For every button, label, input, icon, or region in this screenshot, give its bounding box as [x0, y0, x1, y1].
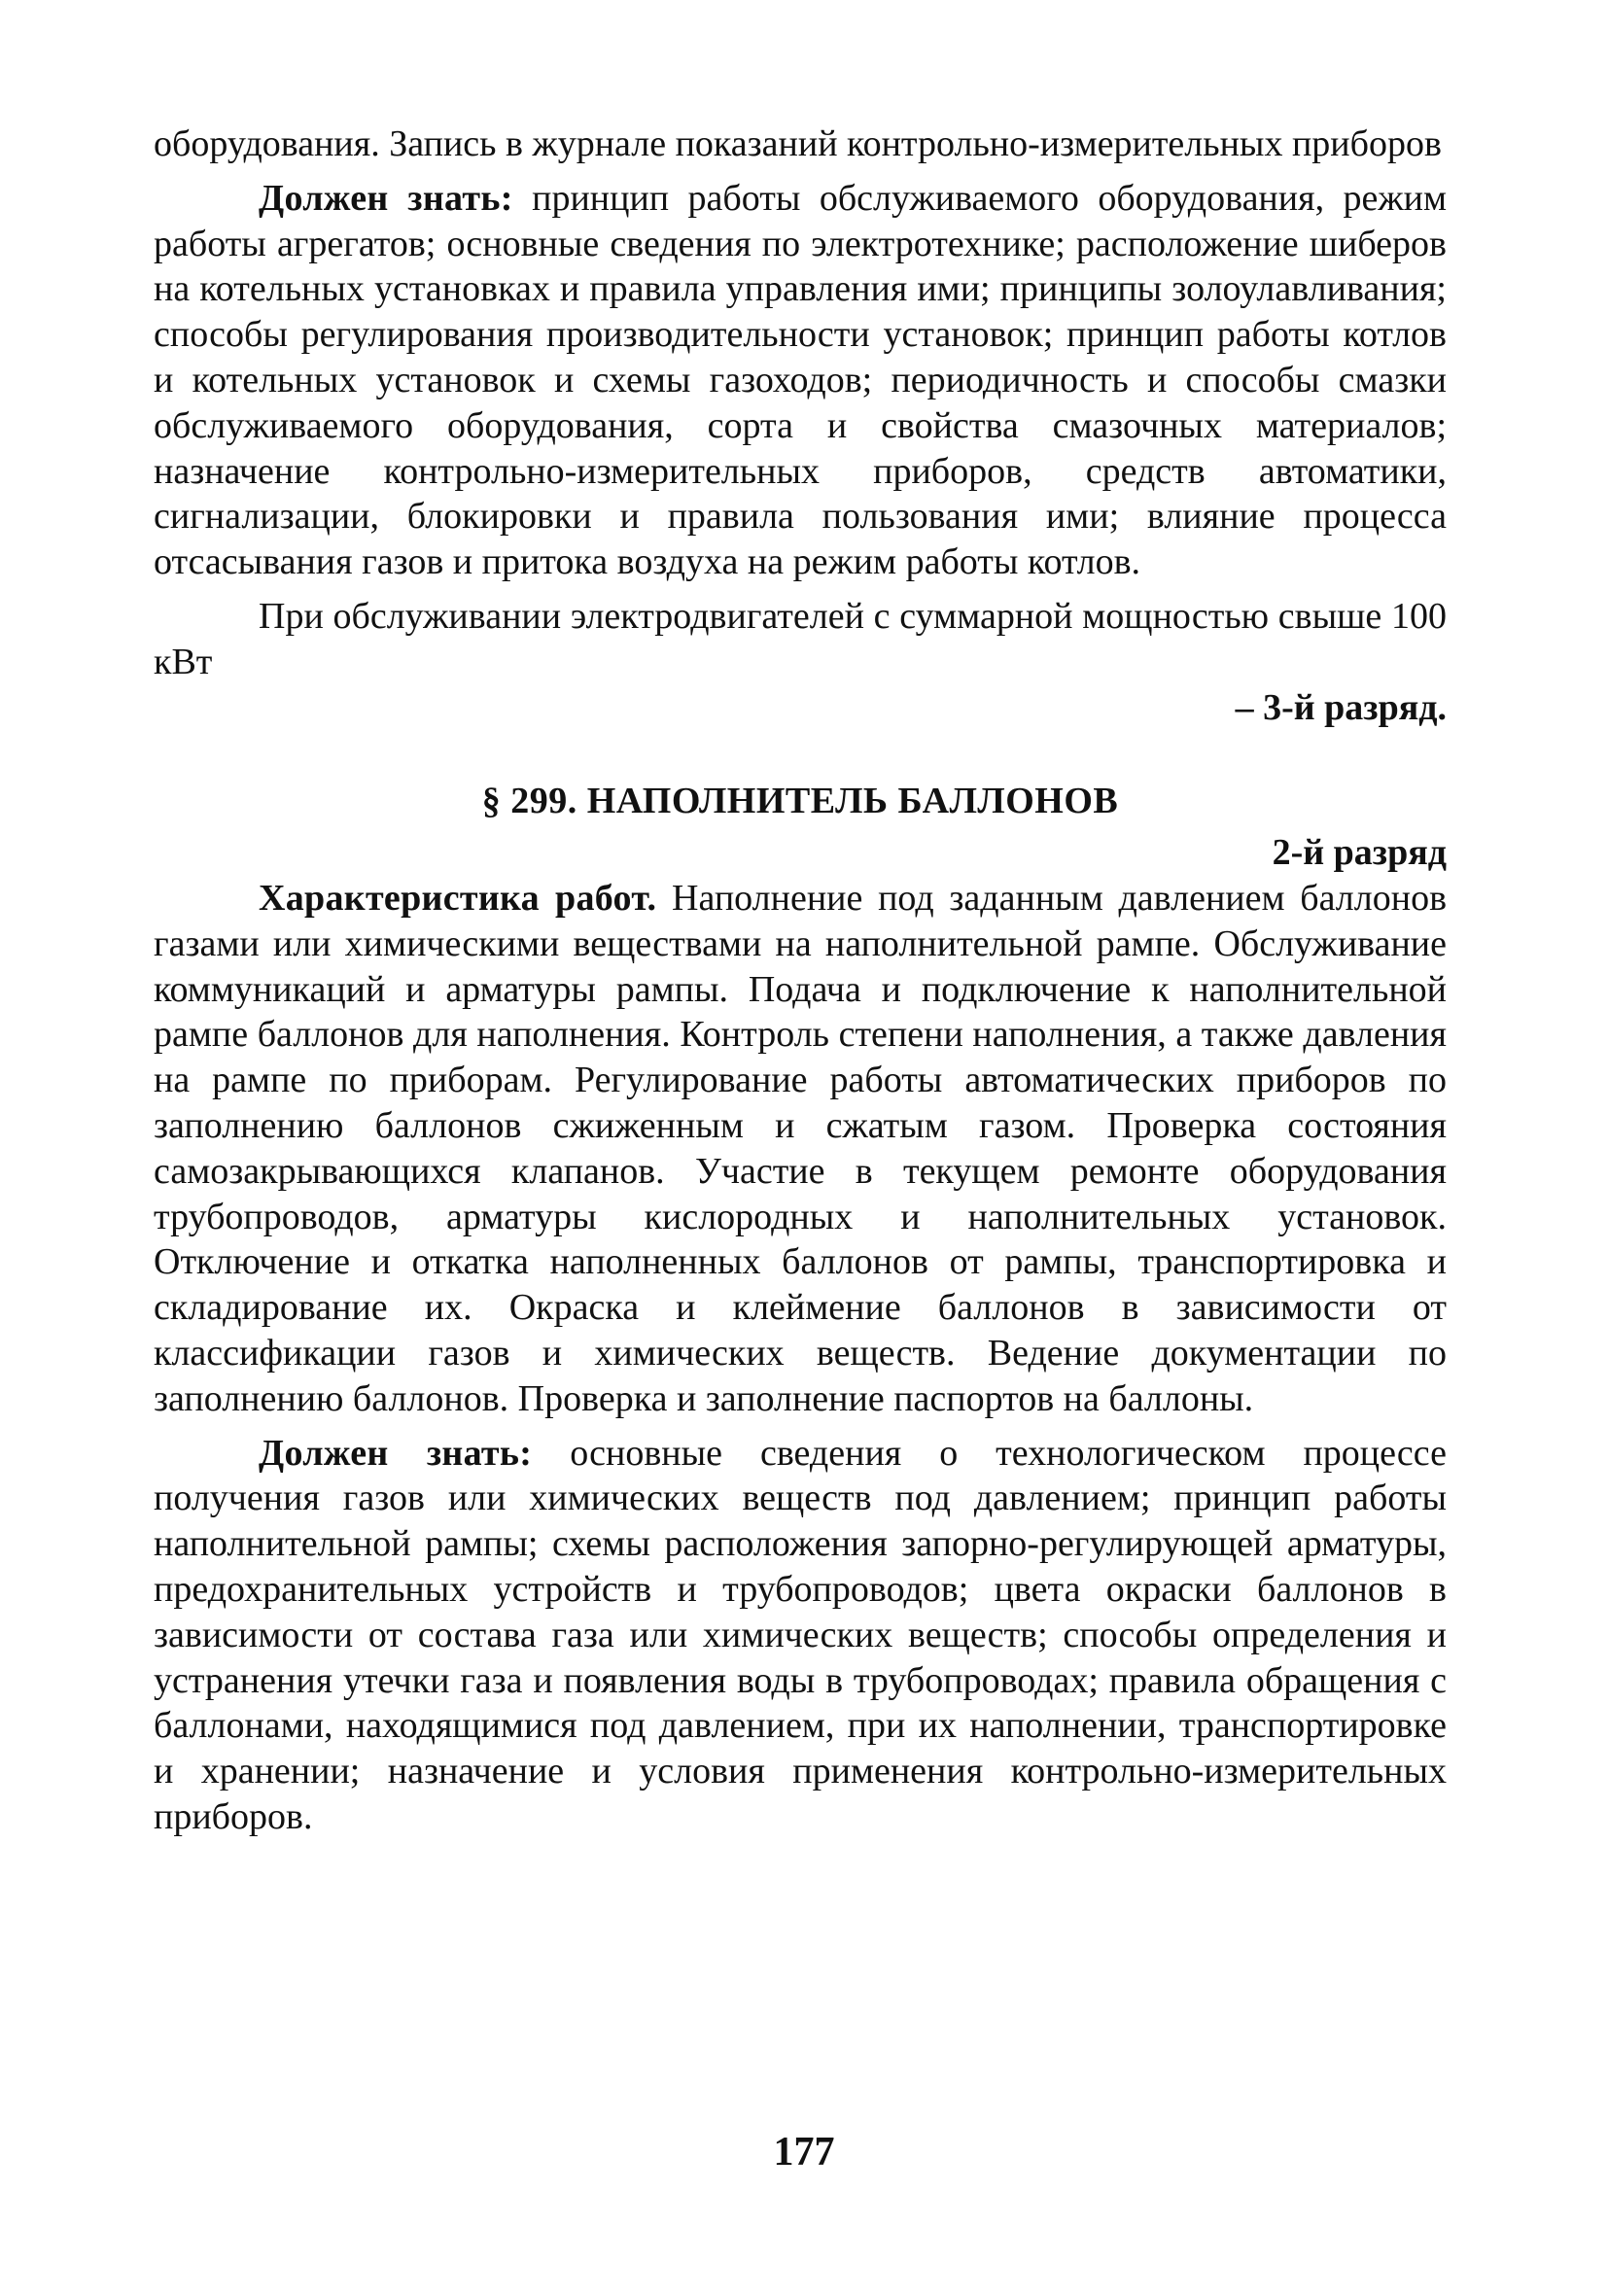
knowledge-text-1: принцип работы обслуживаемого оборудования, режим работы агрегатов; основные сведения по электротехнике; расположение шиберов на котельных установках и правила управления ими; принципы золоулавливания; способы регулирования производительности установок; принцип работы котлов и котельных установок и схемы газоходов; периодичность и способы смазки обслуживаемого оборудования, сорта и свойства смазочных материалов; назначение контрольно-измерительных приборов, средств автоматики, сигнализации, блокировки и правила пользования ими; влияние процесса отсасывания газов и притока воздуха на режим работы котлов. — [154, 177, 1448, 583]
knowledge-label-1: Должен знать: — [259, 177, 513, 219]
motors-paragraph: При обслуживании электродвигателей с суммарной мощностью свыше 100 кВт — [154, 595, 1447, 682]
knowledge-label-2: Должен знать: — [259, 1432, 533, 1474]
work-label: Характеристика работ. — [259, 877, 657, 919]
motors-grade: – 3-й разряд. — [1235, 686, 1447, 728]
opening-paragraph: оборудования. Запись в журнале показаний контрольно-измерительных приборов — [154, 123, 1442, 164]
knowledge-text-2: основные сведения о технологическом процессе получения газов или химических веществ под давлением; принцип работы наполнительной рампы; схемы расположения запорно-регулирующей арматуры, предохранительных устройств и трубопроводов; цвета окраски баллонов в зависимости от состава газа или химических веществ; способы определения и устранения утечки газа и появления воды в трубопроводах; правила обращения с баллонами, находящимися под давлением, при их наполнении, транспортировке и хранении; назначение и условия применения контрольно-измерительных приборов. — [154, 1432, 1447, 1837]
page-number: 177 — [773, 2130, 835, 2174]
knowledge-paragraph-2 — [154, 1431, 1447, 1840]
work-text: Наполнение под заданным давлением баллонов газами или химическими веществами на наполнительной рампе. Обслуживание коммуникаций и арматуры рампы. Подача и подключение к наполнительной рампе баллонов для наполнения. Контроль степени наполнения, а также давления на рампе по приборам. Регулирование работы автоматических приборов по заполнению баллонов сжиженным и сжатым газом. Проверка состояния самозакрывающихся клапанов. Участие в текущем ремонте оборудования трубопроводов, арматуры кислородных и наполнительных установок. Отключение и откатка наполненных баллонов от рампы, транспортировка и складирование их. Окраска и клеймение баллонов в зависимости от классификации газов и химических веществ. Ведение документации по заполнению баллонов. Проверка и заполнение паспортов на баллоны. — [154, 877, 1448, 1419]
section-grade: 2-й разряд — [1272, 832, 1447, 874]
work-paragraph — [154, 876, 1447, 1422]
motors-grade-line — [154, 685, 1447, 731]
knowledge-paragraph-1 — [154, 176, 1447, 585]
section-title: § 299. НАПОЛНИТЕЛЬ БАЛЛОНОВ — [481, 781, 1119, 822]
document-page — [154, 122, 1447, 1840]
